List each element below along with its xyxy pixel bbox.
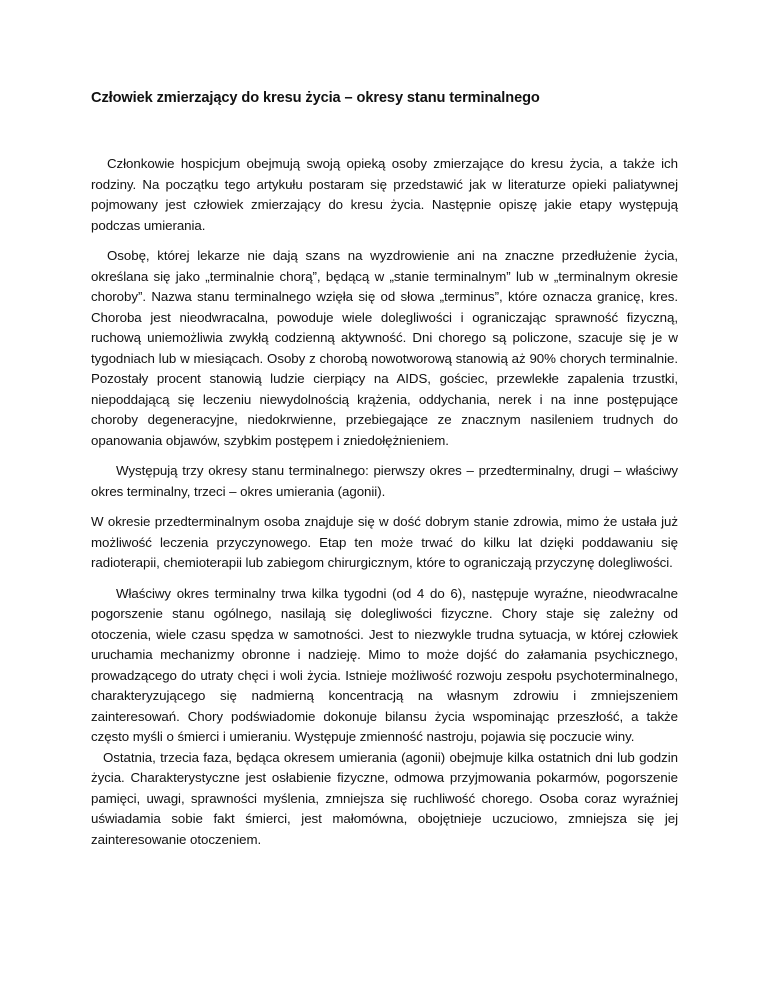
paragraph-preterminal: W okresie przedterminalnym osoba znajduje się w dość dobrym stanie zdrowia, mimo że ustała już możliwość leczenia przyczynowego. Etap ten może trwać do kilku lat dzięki poddawaniu się radioterapii, chemioterapii lub zabiegom chirurgicznym, które to ograniczają przyczynę dolegliwości.	[91, 514, 678, 570]
paragraph-terminal: Właściwy okres terminalny trwa kilka tygodni (od 4 do 6), następuje wyraźne, nieodwracalne pogorszenie stanu ogólnego, nasilają się dolegliwości fizyczne. Chory staje się zależny od otoczenia, wiele czasu spędza w samotności. Jest to niezwykle trudna sytuacja, w której człowiek uruchamia mechanizmy obronne i nadzieję. Mimo to może dojść do załamania psychicznego, prowadzącego do utraty chęci i woli życia. Istnieje możliwość rozwoju zespołu psychoterminalnego, charakteryzującego się nadmierną koncentracją na własnym zdrowiu i zmniejszeniem zainteresowań. Chory podświadomie dokonuje bilansu życia wspominając przeszłość, a także często myśli o śmierci i umieraniu. Występuje zmienność nastroju, pojawia się poczucie winy.	[91, 585, 678, 744]
paragraph-definition: Osobę, której lekarze nie dają szans na wyzdrowienie ani na znaczne przedłużenie życia, określana się jako „terminalnie chorą”, będącą w „stanie terminalnym” lub w „terminalnym okresie choroby”. Nazwa stanu terminalnego wzięła się od słowa „terminus”, które oznacza granicę, kres. Choroba jest nieodwracalna, powoduje wiele dolegliwości i ograniczając sprawność fizyczną, ruchową uniemożliwia zwykłą codzienną aktywność. Dni chorego są policzone, szacuje się je w tygodniach lub w miesiącach. Osoby z chorobą nowotworową stanowią aż 90% chorych terminalnie. Pozostały procent stanowią ludzie cierpiący na AIDS, gościec, przewlekłe zapalenia trzustki, niepoddającą się leczeniu niewydolnością krążenia, oddychania, nerek i na inne postępujące choroby degeneracyjne, niedokrwienne, przebiegające ze znacznym nasileniem trudnych do opanowania objawów, szybkim postępem i zniedołężnieniem.	[91, 248, 678, 448]
paragraph-agony: Ostatnia, trzecia faza, będąca okresem umierania (agonii) obejmuje kilka ostatnich dni lub godzin życia. Charakterystyczne jest osłabienie fizyczne, odmowa przyjmowania pokarmów, pogorszenie pamięci, uwagi, sprawności myślenia, zmniejsza się ruchliwość chorego. Osoba coraz wyraźniej uświadamia sobie fakt śmierci, jest małomówna, obojętnieje uczuciowo, zmniejsza się jej zainteresowanie otoczeniem.	[91, 749, 678, 847]
paragraph-intro: Członkowie hospicjum obejmują swoją opieką osoby zmierzające do kresu życia, a także ich rodziny. Na początku tego artykułu postaram się przedstawić jak w literaturze opieki paliatywnej pojmowany jest człowiek zmierzający do kresu życia. Następnie opiszę jakie etapy występują podczas umierania.	[91, 156, 678, 233]
paragraph-three-periods: Występują trzy okresy stanu terminalnego: pierwszy okres – przedterminalny, drugi – właściwy okres terminalny, trzeci – okres umierania (agonii).	[91, 463, 678, 499]
page-title: Człowiek zmierzający do kresu życia – okresy stanu terminalnego	[91, 90, 540, 106]
